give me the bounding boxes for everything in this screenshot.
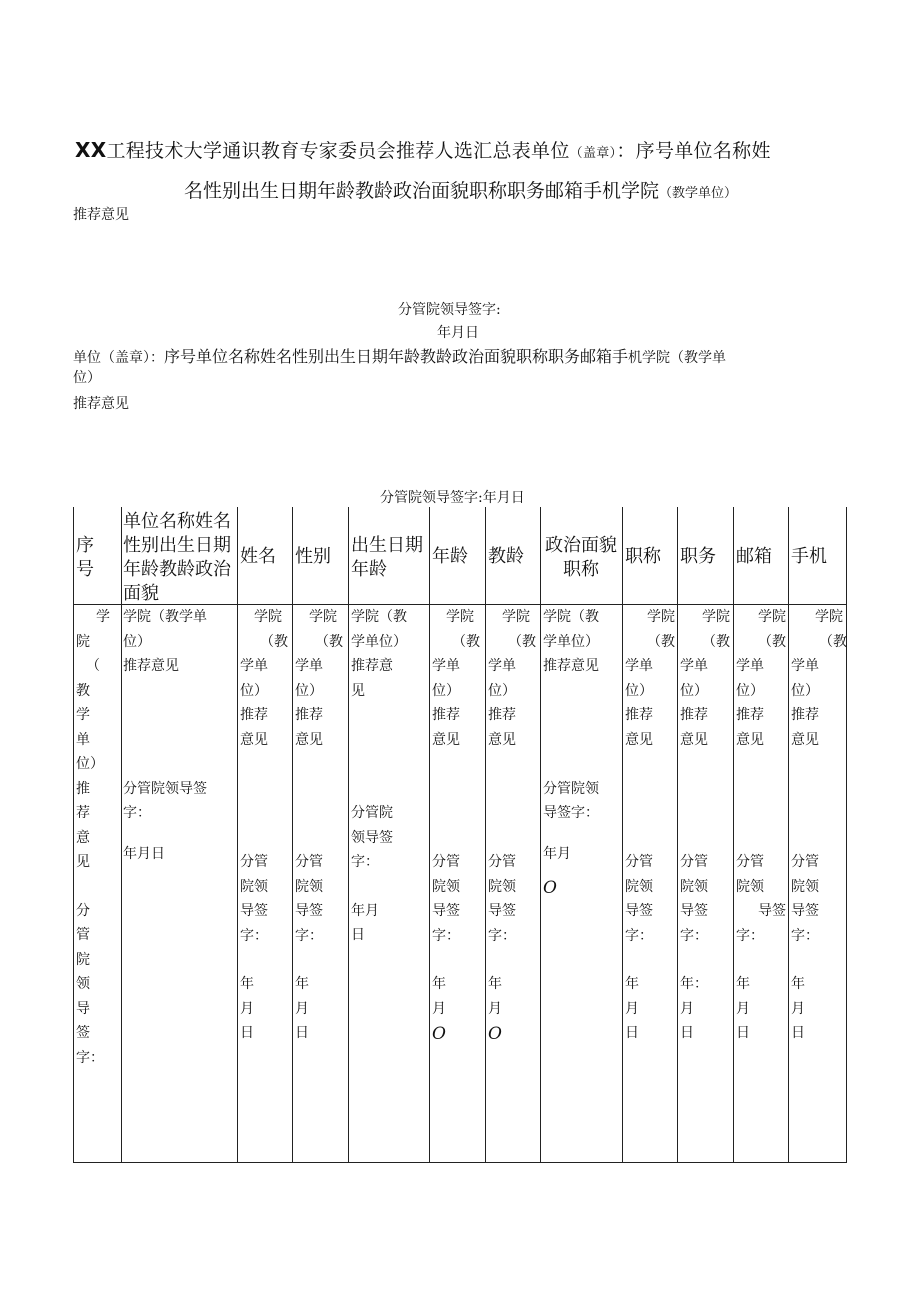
col-divider [237,507,238,1163]
header-title: 职称 [625,546,661,567]
header-political-status: 政治面貌 职称 [545,535,617,580]
title-line2-text: 名性别出生日期年龄教龄政治面貌职称职务邮箱手机学院 [184,180,660,202]
header-duty: 职务 [680,546,716,567]
title-line2-unit: （教学单位） [659,186,738,201]
title-text: 工程技术大学通识教育专家委员会推荐人选汇总表单位 [106,140,570,162]
header-teaching-years: 教龄 [488,546,524,567]
header-name: 姓名 [240,546,276,567]
title-stamp: （盖章） [569,146,617,161]
document-title-line-2 [184,176,737,203]
title-tail: ：序号单位名称姓 [616,140,771,162]
block2-line-cont: 位） [73,370,101,386]
block2-fields: 序号单位名称姓名性别出生日期年龄教龄政治面貌职称职务邮箱手 [164,347,629,366]
col-divider [733,507,734,1163]
block2-line [73,344,726,367]
date-label-1: 年月日 [437,325,479,341]
header-age: 年龄 [432,546,468,567]
table-cell-age: 学院 （教 学单 位） 推荐 意见 分管 院领 导签 字： 年 月 [432,609,480,1017]
table-cell-teaching-years: 学院 （教 学单 位） 推荐 意见 分管 院领 导签 字： 年 月 [488,609,536,1017]
table-cell-email: 学院 （教 学单 位） 推荐 意见 分管 院领 导签 字： 年 月 日 [736,609,786,1041]
block2-unit-stamp: 单位（盖章）： [73,350,164,366]
recommend-label-1: 推荐意见 [73,207,129,223]
table-cell-unit: 学院（教学单 位） 推荐意见 分管院领导签 字： 年月日 [123,609,207,862]
table-border-left [73,507,74,1163]
circle-mark: O [432,1024,446,1044]
table-cell-title: 学院 （教 学单 位） 推荐 意见 分管 院领 导签 字： 年 月 日 [625,609,675,1041]
header-gender: 性别 [295,546,331,567]
circle-mark: O [543,878,557,898]
recommend-label-2: 推荐意见 [73,396,129,412]
col-divider [540,507,541,1163]
col-divider [121,507,122,1163]
col-divider [622,507,623,1163]
table-cell-name: 学院 （教 学单 位） 推荐 意见 分管 院领 导签 字： 年 月 日 [240,609,288,1041]
header-email: 邮箱 [736,546,772,567]
block2-unit: 机学院（教学单 [628,350,727,366]
col-divider [788,507,789,1163]
header-phone: 手机 [791,546,827,567]
table-cell-seq: 学 院 （ 教 学 单 位） 推 荐 意 见 分 管 院 领 导 签 字： [76,609,110,1066]
table-cell-phone: 学院 （教 学单 位） 推荐 意见 分管 院领 导签 字： 年 月 日 [791,609,847,1041]
title-xx: XX [75,138,107,162]
col-divider [429,507,430,1163]
col-divider [292,507,293,1163]
header-seq: 序号 [76,535,94,580]
leader-sign-date-label-2: 分管院领导签字:年月日 [380,490,525,506]
table-cell-gender: 学院 （教 学单 位） 推荐 意见 分管 院领 导签 字： 年 月 日 [295,609,343,1041]
table-cell-birth: 学院（教 学单位） 推荐意 见 分管院 领导签 字： 年月 日 [351,609,407,943]
table-border-bottom [73,1162,847,1163]
table-cell-political-status: 学院（教 学单位） 推荐意见 分管院领 导签字： 年月 [543,609,599,862]
circle-mark: O [488,1024,502,1044]
table-cell-duty: 学院 （教 学单 位） 推荐 意见 分管 院领 导签 字： 年： 月 日 [680,609,730,1041]
col-divider [677,507,678,1163]
document-title-line-1 [75,136,771,163]
header-unit: 单位名称姓名 性别出生日期 年龄教龄政治 面貌 [123,511,231,604]
col-divider [485,507,486,1163]
leader-sign-label-1: 分管院领导签字: [398,302,501,318]
header-birth: 出生日期 年龄 [351,535,423,580]
col-divider [348,507,349,1163]
